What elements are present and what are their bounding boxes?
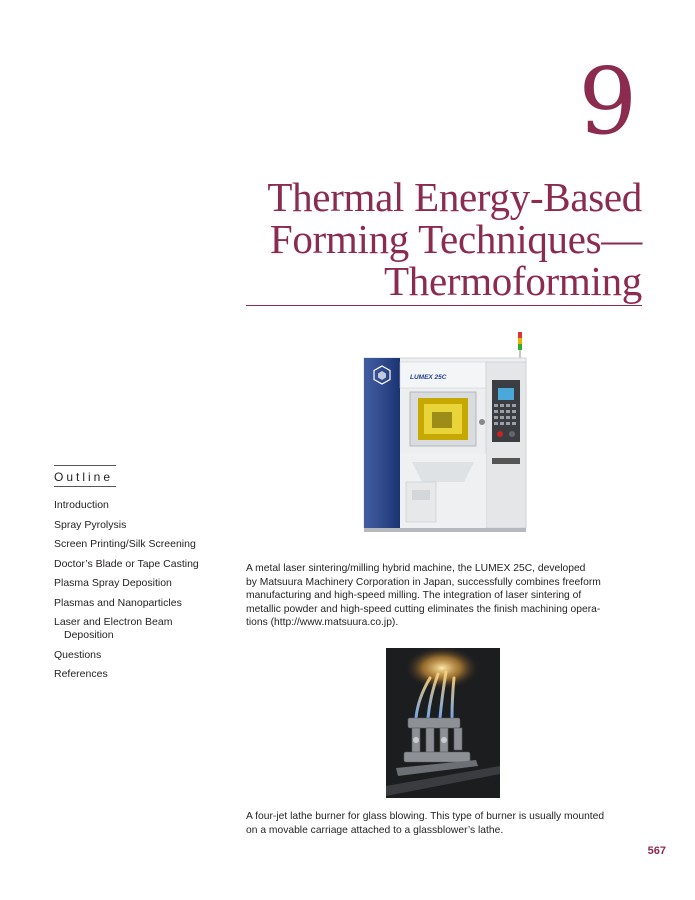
caption-line: on a movable carriage attached to a glassblower’s lathe. [246, 824, 504, 836]
outline-item: Spray Pyrolysis [54, 518, 127, 531]
chapter-title-line: Thermoforming [384, 258, 642, 304]
outline-item: Screen Printing/Silk Screening [54, 538, 196, 550]
caption-line: A four-jet lathe burner for glass blowing. This type of burner is usually mounted [246, 811, 605, 822]
outline-rule-bottom [54, 486, 116, 487]
outline-item: Plasma Spray Deposition [54, 577, 172, 589]
machine-caption [246, 562, 641, 630]
machine-label: LUMEX 25C [410, 374, 447, 381]
chapter-title-line: Thermal Energy-Based [267, 174, 642, 220]
burner-photo [386, 648, 500, 798]
machine-photo [352, 332, 552, 542]
outline-rule-top [54, 465, 116, 466]
caption-line: metallic powder and high-speed cutting eliminates the finish machining opera- [246, 603, 601, 615]
chapter-title [222, 176, 642, 302]
burner-caption [246, 810, 641, 837]
page-number: 567 [647, 845, 666, 857]
outline-heading: Outline [54, 470, 114, 484]
outline-item [54, 616, 229, 642]
outline-item: References [54, 668, 108, 680]
outline-item: Introduction [54, 499, 109, 511]
chapter-title-line: Forming Techniques— [269, 216, 642, 262]
caption-line: manufacturing and high-speed milling. The integration of laser sintering of [246, 590, 582, 601]
outline-item: Doctor’s Blade or Tape Casting [54, 557, 199, 570]
title-rule [246, 305, 642, 306]
caption-line: by Matsuura Machinery Corporation in Japan, successfully combines freeform [246, 576, 601, 588]
chapter-number: 9 [578, 48, 637, 155]
outline-list [54, 499, 229, 688]
caption-line: tions (http://www.matsuura.co.jp). [246, 617, 399, 628]
outline-item: Plasmas and Nanoparticles [54, 596, 182, 609]
outline-item-line: Laser and Electron Beam [54, 616, 173, 628]
outline-item: Questions [54, 648, 102, 661]
caption-line: A metal laser sintering/milling hybrid machine, the LUMEX 25C, developed [246, 563, 586, 574]
outline-item-line: Deposition [64, 629, 114, 641]
